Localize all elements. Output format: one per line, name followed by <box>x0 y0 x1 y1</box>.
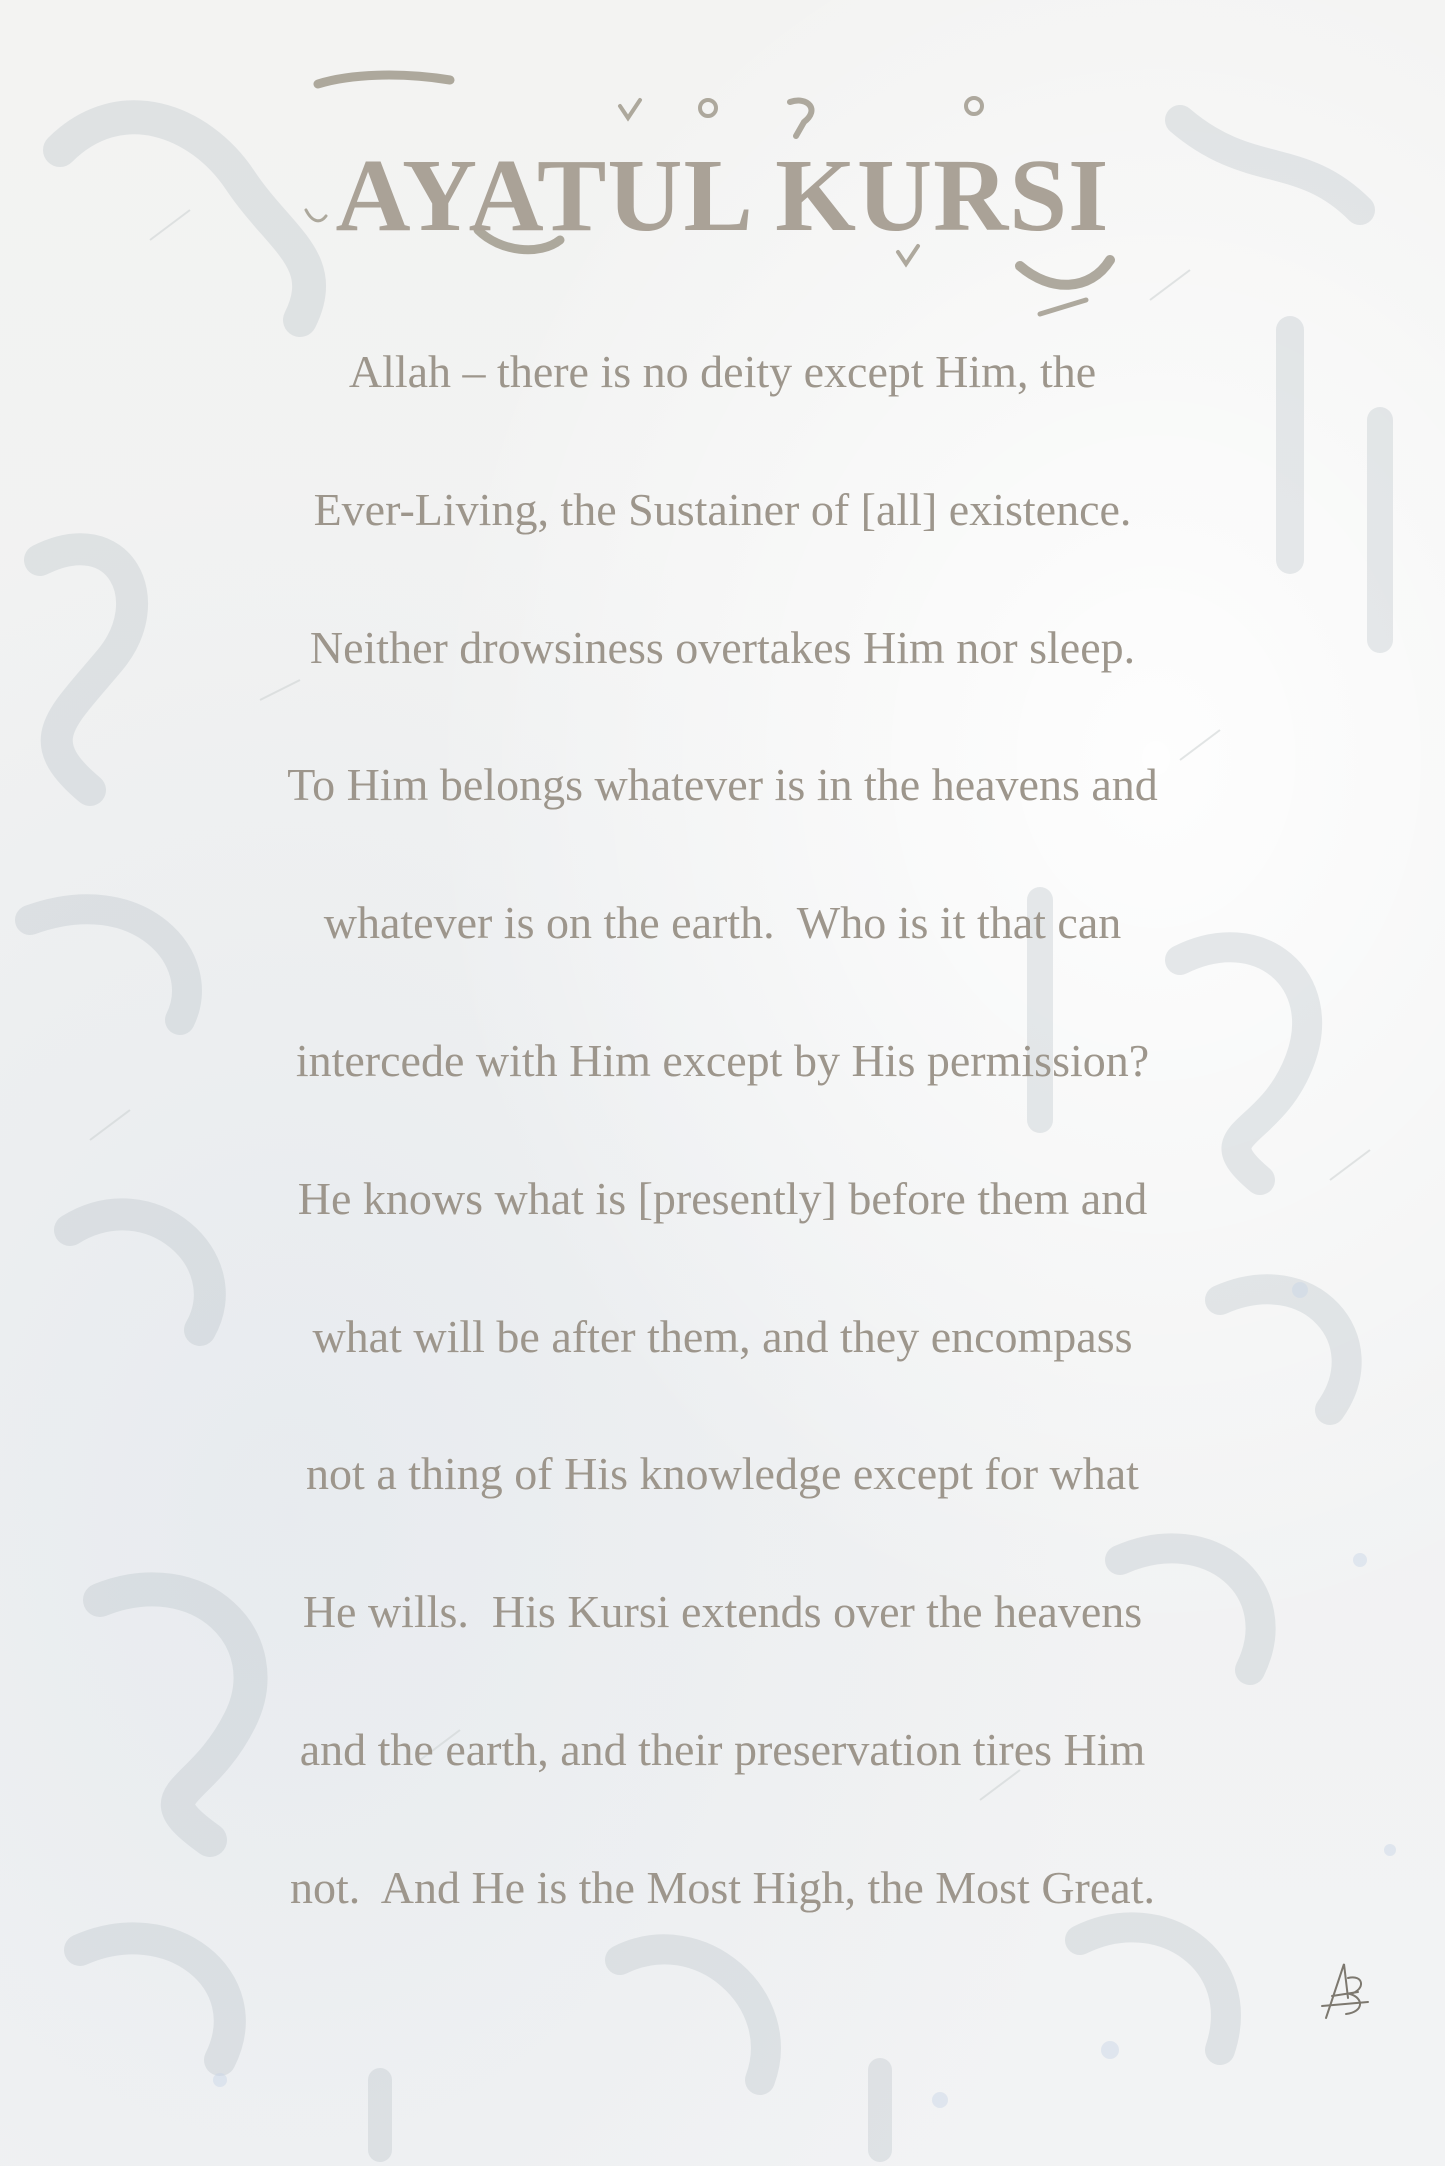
page-title: AYATUL KURSI <box>335 138 1110 253</box>
verse-line: Allah – there is no deity except Him, the <box>348 346 1097 397</box>
verse-line: what will be after them, and they encompass <box>312 1310 1133 1362</box>
artist-signature-icon <box>1318 1958 1374 2028</box>
verse-line: Ever-Living, the Sustainer of [all] existence. <box>313 483 1132 535</box>
verse-line: To Him belongs whatever is in the heavens and <box>287 759 1158 811</box>
title-block <box>0 60 1445 320</box>
verse-line: intercede with Him except by His permission? <box>295 1034 1150 1086</box>
verse-line: Neither drowsiness overtakes Him nor sleep. <box>309 621 1136 673</box>
verse-line: not a thing of His knowledge except for what <box>306 1448 1139 1500</box>
verse-line: and the earth, and their preservation tires Him <box>299 1723 1146 1775</box>
verse-text <box>0 322 1445 1976</box>
verse-line: whatever is on the earth. Who is it that can <box>323 897 1122 949</box>
verse-line: He knows what is [presently] before them and <box>297 1172 1148 1224</box>
verse-line: not. And He is the Most High, the Most Great. <box>290 1861 1155 1913</box>
verse-line: He wills. His Kursi extends over the heavens <box>302 1586 1143 1638</box>
